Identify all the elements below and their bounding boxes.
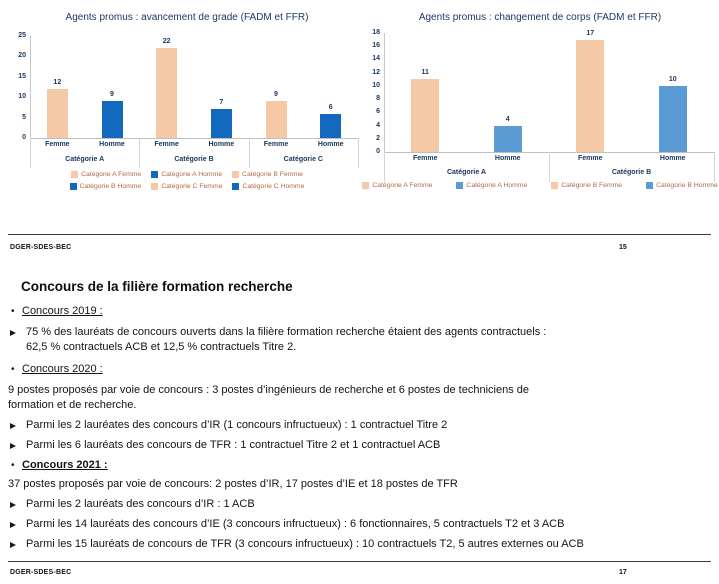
list-item	[8, 537, 710, 552]
chart-title: Agents promus : avancement de grade (FADM et FFR)	[65, 12, 309, 23]
content-list	[8, 304, 710, 552]
list-item-text: Concours 2020 :	[22, 363, 103, 375]
legend-item	[232, 183, 304, 190]
bar-value-label: 4	[505, 115, 510, 123]
bar-value-label: 9	[274, 91, 278, 99]
legend-label: Catégorie A Femme	[81, 171, 142, 178]
list-item	[8, 325, 710, 355]
list-item	[8, 438, 710, 453]
x-axis-label: Femme	[263, 141, 289, 148]
category-label: Catégorie B	[611, 169, 652, 176]
legend-swatch-icon	[551, 182, 558, 189]
bar-value-label: 10	[668, 75, 677, 83]
footer-label: DGER-SDES-BEC	[10, 244, 72, 251]
legend-item	[71, 171, 141, 178]
y-axis-tick: 2	[376, 134, 380, 142]
list-item	[8, 477, 710, 492]
legend-item	[151, 171, 222, 178]
legend-item	[456, 182, 527, 189]
legend-item	[362, 182, 432, 189]
footer-rule	[8, 561, 711, 562]
list-item-text: Concours 2021 :	[22, 459, 108, 471]
y-axis-tick: 12	[372, 68, 380, 76]
page-number: 15	[619, 244, 627, 251]
category-label: Catégorie A	[65, 156, 105, 163]
list-item	[8, 517, 710, 532]
legend-item	[232, 171, 303, 178]
legend-label: Catégorie C Homme	[242, 183, 305, 190]
y-axis-tick: 10	[372, 81, 380, 89]
bar-homme	[102, 101, 123, 138]
list-item-text: Parmi les 2 lauréates des concours d’IR (1 concours infructueux) : 1 contractuel Titre 2	[26, 419, 448, 431]
list-item	[8, 362, 710, 377]
y-axis-tick: 8	[376, 95, 380, 103]
list-item	[8, 383, 710, 413]
category-divider	[139, 138, 140, 168]
legend-swatch-icon	[151, 183, 158, 190]
category-label: Catégorie B	[174, 156, 214, 163]
bar-value-label: 17	[586, 29, 595, 37]
bar-homme	[659, 86, 687, 152]
legend-row	[362, 182, 718, 189]
legend-item	[151, 183, 222, 190]
x-axis-label: Femme	[154, 141, 179, 148]
bar-value-label: 22	[162, 38, 171, 46]
legend-label: Catégorie B Femme	[242, 171, 303, 178]
x-axis-label: Homme	[208, 141, 235, 148]
list-item	[8, 497, 710, 512]
y-axis-tick: 5	[22, 113, 26, 121]
legend-swatch-icon	[151, 171, 158, 178]
arrow-bullet-icon	[10, 330, 16, 336]
bullet-icon: •	[11, 306, 15, 317]
list-item-text: 9 postes proposés par voie de concours : 3 postes d’ingénieurs de recherche et 6 postes de techniciens de formation et de recherche.	[8, 384, 529, 411]
x-axis-label: Homme	[494, 155, 521, 162]
y-axis-tick: 25	[18, 32, 26, 39]
legend-label: Catégorie C Femme	[161, 183, 223, 190]
list-item	[8, 458, 710, 473]
chart-avancement-grade	[14, 6, 360, 204]
bar-femme	[411, 79, 439, 152]
legend-label: Catégorie A Homme	[161, 171, 223, 178]
y-axis-tick: 15	[18, 72, 26, 80]
category-divider	[549, 152, 550, 182]
bar-homme	[211, 109, 232, 138]
bar-value-label: 12	[53, 79, 62, 87]
chart-changement-corps	[362, 6, 718, 200]
legend-item	[70, 183, 142, 190]
bar-value-label: 7	[219, 99, 224, 107]
y-axis-tick: 0	[22, 134, 26, 141]
page-number: 17	[619, 569, 627, 576]
x-axis-label: Homme	[317, 141, 344, 148]
legend-label: Catégorie B Femme	[561, 182, 623, 189]
legend-item	[646, 182, 718, 189]
bar-femme	[576, 40, 604, 152]
legend-label: Catégorie B Homme	[79, 183, 142, 190]
x-axis-label: Femme	[412, 155, 438, 162]
x-axis-label: Homme	[659, 155, 686, 162]
category-divider	[249, 138, 250, 168]
y-axis-tick: 4	[376, 121, 380, 129]
footer-label: DGER-SDES-BEC	[10, 569, 72, 576]
y-axis-tick: 14	[372, 55, 380, 63]
legend-swatch-icon	[71, 171, 78, 178]
list-item	[8, 304, 710, 319]
category-label: Catégorie C	[283, 156, 323, 163]
bullet-icon: •	[11, 364, 15, 375]
list-item	[8, 418, 710, 433]
x-axis-label: Femme	[45, 141, 70, 148]
legend-label: Catégorie A Homme	[466, 182, 528, 189]
arrow-bullet-icon	[10, 502, 16, 508]
y-axis-tick: 6	[376, 108, 380, 116]
legend-swatch-icon	[70, 183, 77, 190]
arrow-bullet-icon	[10, 522, 16, 528]
chart-title: Agents promus : changement de corps (FADM et FFR)	[418, 12, 662, 23]
legend-swatch-icon	[362, 182, 369, 189]
category-label: Catégorie A	[446, 169, 487, 176]
arrow-bullet-icon	[10, 542, 16, 548]
arrow-bullet-icon	[10, 423, 16, 429]
bullet-icon: •	[11, 460, 15, 471]
bar-value-label: 6	[328, 103, 333, 111]
list-item-text: Parmi les 2 lauréats des concours d’IR : 1 ACB	[26, 498, 255, 510]
y-axis-tick: 18	[372, 29, 380, 36]
x-axis-label: Femme	[577, 155, 603, 162]
bar-homme	[320, 114, 341, 138]
bar-femme	[266, 101, 287, 138]
list-item-text: Parmi les 15 lauréats de concours de TFR (3 concours infructueux) : 10 contractuels T2, 5 autres externes ou ACB	[26, 538, 584, 550]
list-item-text: Parmi les 14 lauréats des concours d’IE (3 concours infructueux) : 6 fonctionnaires, 5 contractuels T2 et 3 ACB	[26, 518, 565, 530]
legend-item	[551, 182, 622, 189]
category-divider	[384, 152, 385, 182]
footer-rule	[8, 234, 711, 235]
list-item-text: Parmi les 6 lauréats des concours de TFR : 1 contractuel Titre 2 et 1 contractuel ACB	[26, 439, 441, 451]
bar-homme	[494, 126, 522, 152]
legend-swatch-icon	[232, 183, 239, 190]
y-axis-tick: 16	[372, 42, 380, 50]
category-divider	[30, 138, 31, 168]
bar-value-label: 9	[110, 91, 114, 99]
arrow-bullet-icon	[10, 443, 16, 449]
legend-swatch-icon	[456, 182, 463, 189]
y-axis-tick: 20	[18, 52, 26, 60]
legend-swatch-icon	[646, 182, 653, 189]
legend-label: Catégorie A Femme	[372, 182, 433, 189]
list-item-text: Concours 2019 :	[22, 305, 103, 317]
list-item-text: 75 % des lauréats de concours ouverts dans la filière formation recherche étaient des agents contractuels : 62,5 % contractuels ACB et 12,5 % contractuels Titre 2.	[26, 326, 547, 353]
legend-label: Catégorie B Homme	[656, 182, 718, 189]
y-axis-tick: 10	[18, 93, 26, 101]
y-axis-tick: 0	[376, 148, 380, 155]
legend-swatch-icon	[232, 171, 239, 178]
bar-value-label: 11	[421, 69, 429, 77]
bar-femme	[47, 89, 68, 138]
section-heading: Concours de la filière formation recherche	[21, 279, 293, 295]
list-item-text: 37 postes proposés par voie de concours: 2 postes d’IR, 17 postes d’IE et 18 postes de TFR	[8, 478, 458, 490]
plot-area	[30, 36, 359, 139]
x-axis-label: Homme	[99, 141, 125, 148]
bar-femme	[156, 48, 177, 138]
category-divider	[358, 138, 359, 168]
legend-row	[14, 171, 360, 178]
category-divider	[714, 152, 715, 182]
legend-row	[14, 183, 360, 190]
